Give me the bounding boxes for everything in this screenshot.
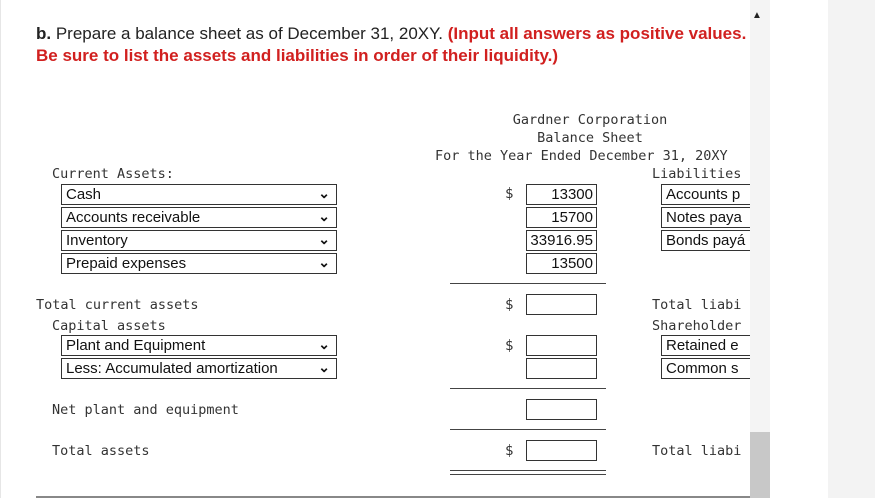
double-rule-top (450, 470, 606, 471)
capital-select-plant-equipment[interactable] (61, 335, 337, 356)
chevron-down-icon: ⌄ (318, 359, 330, 375)
asset-select-value: Inventory (66, 232, 128, 249)
asset-select-value: Accounts receivable (66, 209, 201, 226)
chevron-down-icon: ⌄ (318, 336, 330, 352)
shareholders-equity-label: Shareholder (652, 318, 742, 334)
question-body: Prepare a balance sheet as of December 31, 20XY. (55, 24, 448, 43)
total-current-assets-label: Total current assets (36, 297, 199, 313)
liability-select-bonds-payable[interactable] (661, 230, 750, 251)
chevron-down-icon: ⌄ (318, 208, 330, 224)
liability-select-accounts-payable[interactable] (661, 184, 750, 205)
right-gutter (828, 0, 875, 498)
asset-select-cash[interactable] (61, 184, 337, 205)
subtotal-rule (450, 388, 606, 389)
dollar-sign: $ (505, 186, 514, 202)
question-prefix: b. (36, 24, 56, 43)
right-blank-panel (770, 0, 828, 498)
net-plant-amount-input[interactable] (526, 399, 597, 420)
cash-amount-input[interactable]: 13300 (526, 184, 597, 205)
capital-select-value: Less: Accumulated amortization (66, 360, 278, 377)
asset-select-prepaid-expenses[interactable] (61, 253, 337, 274)
equity-select-common-shares[interactable] (661, 358, 750, 379)
question-text (36, 23, 756, 67)
asset-select-inventory[interactable] (61, 230, 337, 251)
prepaid-expenses-amount-input[interactable]: 13500 (526, 253, 597, 274)
vertical-scrollbar[interactable] (750, 0, 770, 498)
accumulated-amortization-amount-input[interactable] (526, 358, 597, 379)
total-assets-input[interactable] (526, 440, 597, 461)
dollar-sign: $ (505, 443, 514, 459)
liability-select-value: Bonds payá (666, 232, 746, 249)
equity-select-retained-earnings[interactable] (661, 335, 750, 356)
chevron-down-icon: ⌄ (318, 254, 330, 270)
liability-select-value: Notes paya (666, 209, 742, 226)
panel-border (0, 0, 1, 498)
asset-select-accounts-receivable[interactable] (61, 207, 337, 228)
liability-select-notes-payable[interactable] (661, 207, 750, 228)
scrollbar-thumb[interactable] (750, 432, 770, 498)
net-plant-label: Net plant and equipment (52, 402, 239, 418)
statement-title: Balance Sheet (537, 130, 643, 146)
total-current-assets-input[interactable] (526, 294, 597, 315)
dollar-sign: $ (505, 338, 514, 354)
total-liabilities-equity-label: Total liabi (652, 443, 742, 459)
liability-select-value: Accounts p (666, 186, 741, 203)
asset-select-value: Cash (66, 186, 102, 203)
inventory-amount-input[interactable]: 33916.95 (526, 230, 597, 251)
triangle-up-icon[interactable]: ▲ (752, 10, 762, 21)
liabilities-label: Liabilities (652, 166, 742, 182)
subtotal-rule (450, 429, 606, 430)
double-rule-bottom (450, 474, 606, 475)
accounts-receivable-amount-input[interactable]: 15700 (526, 207, 597, 228)
statement-period: For the Year Ended December 31, 20XY (435, 148, 728, 164)
asset-select-value: Prepaid expenses (66, 255, 187, 272)
capital-select-value: Plant and Equipment (66, 337, 206, 354)
chevron-down-icon: ⌄ (318, 231, 330, 247)
equity-select-value: Retained e (666, 337, 739, 354)
question-instruction: (Input all answers as positive values. Be sure to list the assets and liabilities in order of their liquidity.) (36, 24, 747, 65)
total-assets-label: Total assets (52, 443, 150, 459)
company-name: Gardner Corporation (512, 112, 668, 128)
capital-select-accumulated-amortization[interactable] (61, 358, 337, 379)
equity-select-value: Common s (666, 360, 739, 377)
dollar-sign: $ (505, 297, 514, 313)
plant-equipment-amount-input[interactable] (526, 335, 597, 356)
capital-assets-label: Capital assets (52, 318, 166, 334)
chevron-down-icon: ⌄ (318, 185, 330, 201)
subtotal-rule (450, 283, 606, 284)
current-assets-label: Current Assets: (52, 166, 174, 182)
total-liabilities-label: Total liabi (652, 297, 742, 313)
